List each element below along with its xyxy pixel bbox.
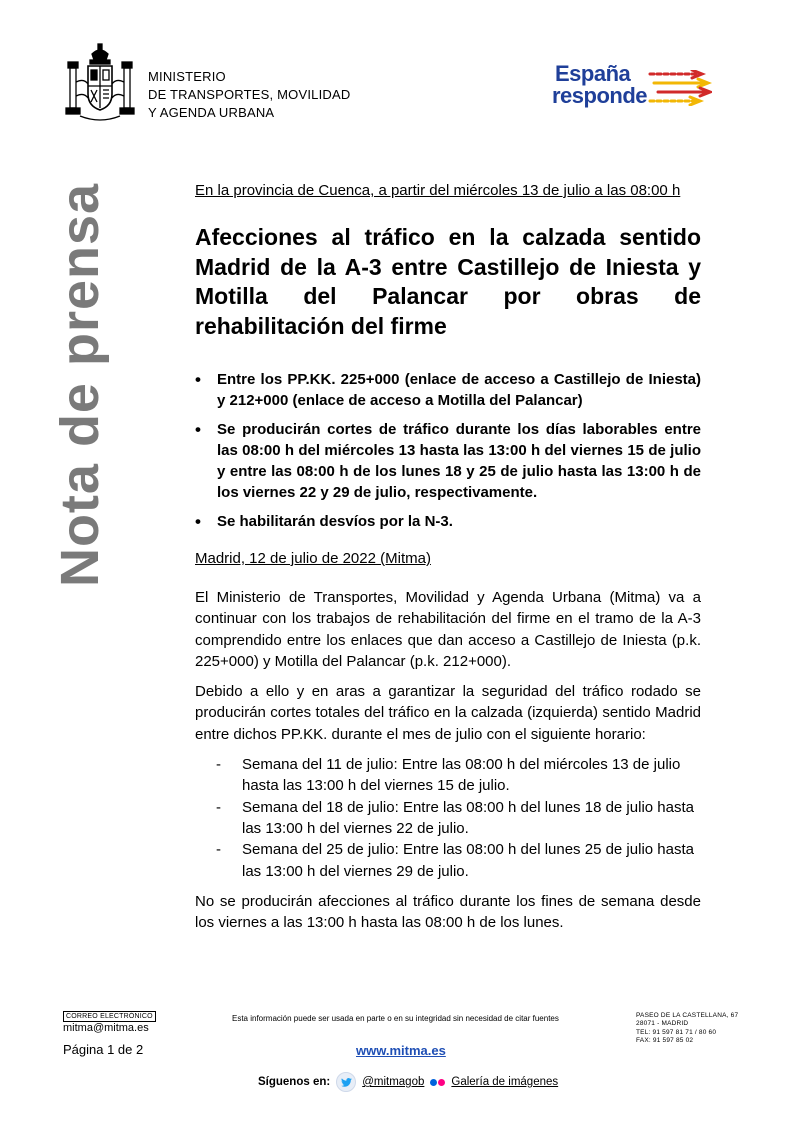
address-line: TEL: 91 597 81 71 / 80 60: [636, 1028, 717, 1036]
paragraph: Debido a ello y en aras a garantizar la seguridad del tráfico rodado se producirán cortes totales del tráfico en la calzada (izquierda) sentido Madrid entre dichos PP.KK. durante el mes de julio con el siguiente horario:: [195, 683, 701, 743]
schedule-item: - Semana del 11 de julio: Entre las 08:00 h del miércoles 13 de julio hasta las 13:00 h del viernes 15 de julio.: [195, 754, 701, 797]
social-bar: [258, 1072, 558, 1092]
key-point: • Entre los PP.KK. 225+000 (enlace de acceso a Castillejo de Iniesta) y 212+000 (enlace de acceso a Motilla del Palancar): [195, 369, 701, 411]
espana-responde-logo: [552, 62, 714, 110]
key-point: • Se habilitarán desvíos por la N-3.: [195, 511, 701, 532]
paragraph: El Ministerio de Transportes, Movilidad y Agenda Urbana (Mitma) va a continuar con los trabajos de rehabilitación del firme en el tramo de la A-3 comprendido entre los enlaces que dan acceso a Castillejo de Iniesta (p.k. 225+000) y Motilla del Palancar (p.k. 212+000).: [195, 589, 701, 670]
dateline: Madrid, 12 de julio de 2022 (Mitma): [195, 550, 431, 567]
ministry-line: MINISTERIO: [148, 69, 226, 84]
arrows-icon: [648, 70, 712, 106]
address-line: 28071 - MADRID: [636, 1020, 689, 1028]
coat-of-arms-logo: [60, 42, 140, 126]
twitter-icon[interactable]: [336, 1072, 356, 1092]
brand-line-2: responde: [552, 83, 648, 108]
sidebar-title-container: [50, 182, 110, 588]
usage-notice: Esta información puede ser usada en parte o en su integridad sin necesidad de citar fuentes: [232, 1014, 559, 1023]
schedule-item: - Semana del 25 de julio: Entre las 08:00 h del lunes 25 de julio hasta las 13:00 h del viernes 29 de julio.: [195, 839, 701, 882]
address-block: [636, 1012, 738, 1046]
email-label: CORREO ELECTRÓNICO: [63, 1011, 156, 1022]
main-content: [195, 180, 701, 942]
ministry-name: [148, 68, 350, 122]
address-line: PASEO DE LA CASTELLANA, 67: [636, 1012, 739, 1019]
ministry-line: DE TRANSPORTES, MOVILIDAD: [148, 87, 351, 102]
subtitle: En la provincia de Cuenca, a partir del miércoles 13 de julio a las 08:00 h: [195, 182, 681, 199]
gallery-link[interactable]: Galería de imágenes: [451, 1076, 559, 1088]
twitter-handle-link[interactable]: @mitmagob: [362, 1076, 425, 1088]
page-number: Página 1 de 2: [63, 1042, 144, 1057]
address-line: FAX: 91 597 85 02: [636, 1037, 694, 1045]
headline: Afecciones al tráfico en la calzada sentido Madrid de la A-3 entre Castillejo de Iniesta y Motilla del Palancar por obras de rehabilitación del firme: [195, 224, 701, 339]
schedule-list: [195, 754, 701, 882]
closing-paragraph: No se producirán afecciones al tráfico durante los fines de semana desde los viernes a las 13:00 h hasta las 08:00 h de los lunes.: [195, 892, 701, 932]
schedule-item: - Semana del 18 de julio: Entre las 08:00 h del lunes 18 de julio hasta las 13:00 h del viernes 22 de julio.: [195, 797, 701, 840]
follow-label: Síguenos en:: [258, 1076, 331, 1088]
nota-de-prensa-title: Nota de prensa: [50, 182, 110, 588]
website-link[interactable]: www.mitma.es: [356, 1043, 446, 1058]
flickr-icon[interactable]: [430, 1079, 445, 1086]
brand-line-1: España: [555, 61, 631, 86]
key-points-list: [195, 369, 701, 532]
key-point: • Se producirán cortes de tráfico durante los días laborables entre las 08:00 h del miércoles 13 hasta las 13:00 h del viernes 15 de julio y entre las 08:00 h de los lunes 18 y 25 de julio hasta las 13:00 h de los viernes 22 y 29 de julio, respectivamente.: [195, 419, 701, 503]
email-address[interactable]: mitma@mitma.es: [63, 1022, 149, 1034]
ministry-line: Y AGENDA URBANA: [148, 105, 275, 120]
